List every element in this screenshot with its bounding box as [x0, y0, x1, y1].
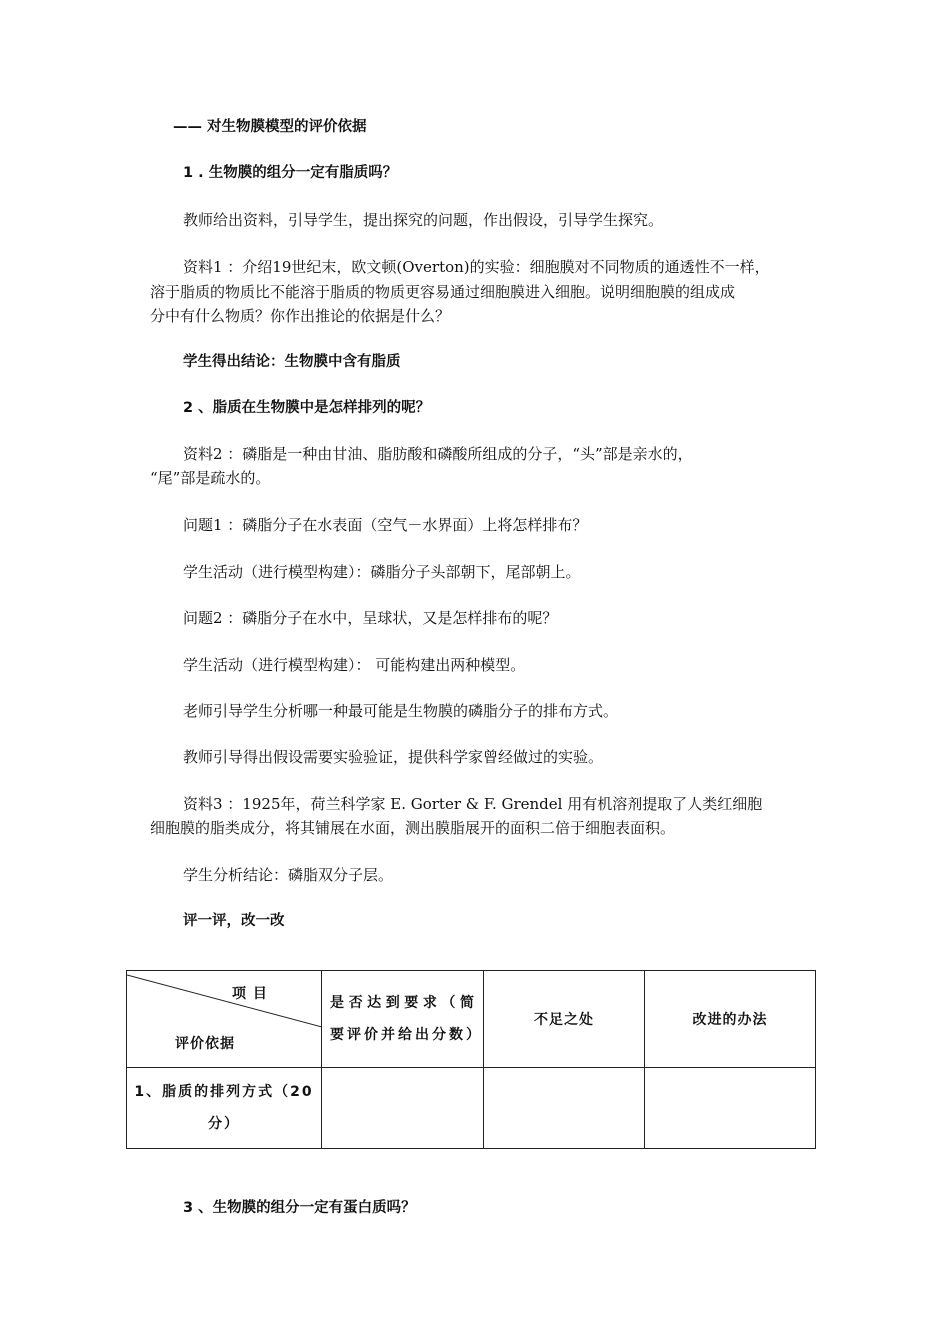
row-lipid-arrangement-label: 1、脂质的排列方式（20分）	[127, 1068, 322, 1149]
question-2-heading: 2 、脂质在生物膜中是怎样排列的呢？	[183, 400, 431, 416]
student-activity-2: 学生活动（进行模型构建）： 可能构建出两种模型。	[183, 656, 526, 674]
evaluation-table	[126, 970, 816, 1149]
student-activity-1: 学生活动（进行模型构建）：磷脂分子头部朝下，尾部朝上。	[183, 563, 581, 581]
question-2-paragraph: 问题2 ：磷脂分子在水中，呈球状，又是怎样排布的呢？	[183, 609, 558, 627]
teacher-guide-2: 教师引导得出假设需要实验验证，提供科学家曾经做过的实验。	[183, 748, 604, 766]
table-header-row	[127, 971, 816, 1068]
question-1-paragraph: 问题1 ：磷脂分子在水表面（空气－水界面）上将怎样排布？	[183, 516, 588, 534]
header-basis-label: 评价依据	[175, 1036, 235, 1052]
question-1-heading: 1 . 生物膜的组分一定有脂质吗？	[183, 165, 398, 181]
header-item-label: 项 目	[232, 986, 268, 1002]
section-heading: —— 对生物膜模型的评价依据	[173, 119, 367, 135]
question-3-heading: 3 、生物膜的组分一定有蛋白质吗？	[183, 1200, 416, 1216]
student-analysis: 学生分析结论：磷脂双分子层。	[183, 866, 394, 884]
row-improvement-cell[interactable]	[645, 1068, 816, 1149]
teacher-guide-1: 老师引导学生分析哪一种最可能是生物膜的磷脂分子的排布方式。	[183, 702, 619, 720]
material-3-line-1: 资料3 ：1925年，荷兰科学家 E. Gorter & F. Grendel 用有机溶剂提取了人类红细胞	[183, 795, 763, 813]
material-3-line-2: 细胞膜的脂类成分，将其铺展在水面，测出膜脂展开的面积二倍于细胞表面积。	[150, 819, 676, 837]
material-2-line-1: 资料2 ：磷脂是一种由甘油、脂肪酸和磷酸所组成的分子，“头”部是亲水的，	[183, 445, 693, 463]
row-shortcomings-cell[interactable]	[484, 1068, 645, 1149]
material-1-line-3: 分中有什么物质？你作出推论的依据是什么？	[150, 307, 451, 325]
header-requirement: 是否达到要求（简要评价并给出分数）	[322, 971, 484, 1068]
teacher-intro-paragraph: 教师给出资料，引导学生，提出探究的问题，作出假设，引导学生探究。	[183, 211, 664, 229]
diagonal-header-cell	[127, 971, 322, 1068]
material-1-line-1: 资料1 ：介绍19世纪末，欧文顿(Overton)的实验：细胞膜对不同物质的通透性不一样，	[183, 258, 770, 276]
header-shortcomings: 不足之处	[484, 971, 645, 1068]
table-row	[127, 1068, 816, 1149]
material-2-line-2: “尾”部是疏水的。	[150, 469, 271, 487]
conclusion-1: 学生得出结论：生物膜中含有脂质	[183, 354, 401, 370]
review-title: 评一评，改一改	[183, 913, 285, 929]
row-requirement-cell[interactable]	[322, 1068, 484, 1149]
material-1-line-2: 溶于脂质的物质比不能溶于脂质的物质更容易通过细胞膜进入细胞。说明细胞膜的组成成	[150, 283, 736, 301]
header-improvement: 改进的办法	[645, 971, 816, 1068]
